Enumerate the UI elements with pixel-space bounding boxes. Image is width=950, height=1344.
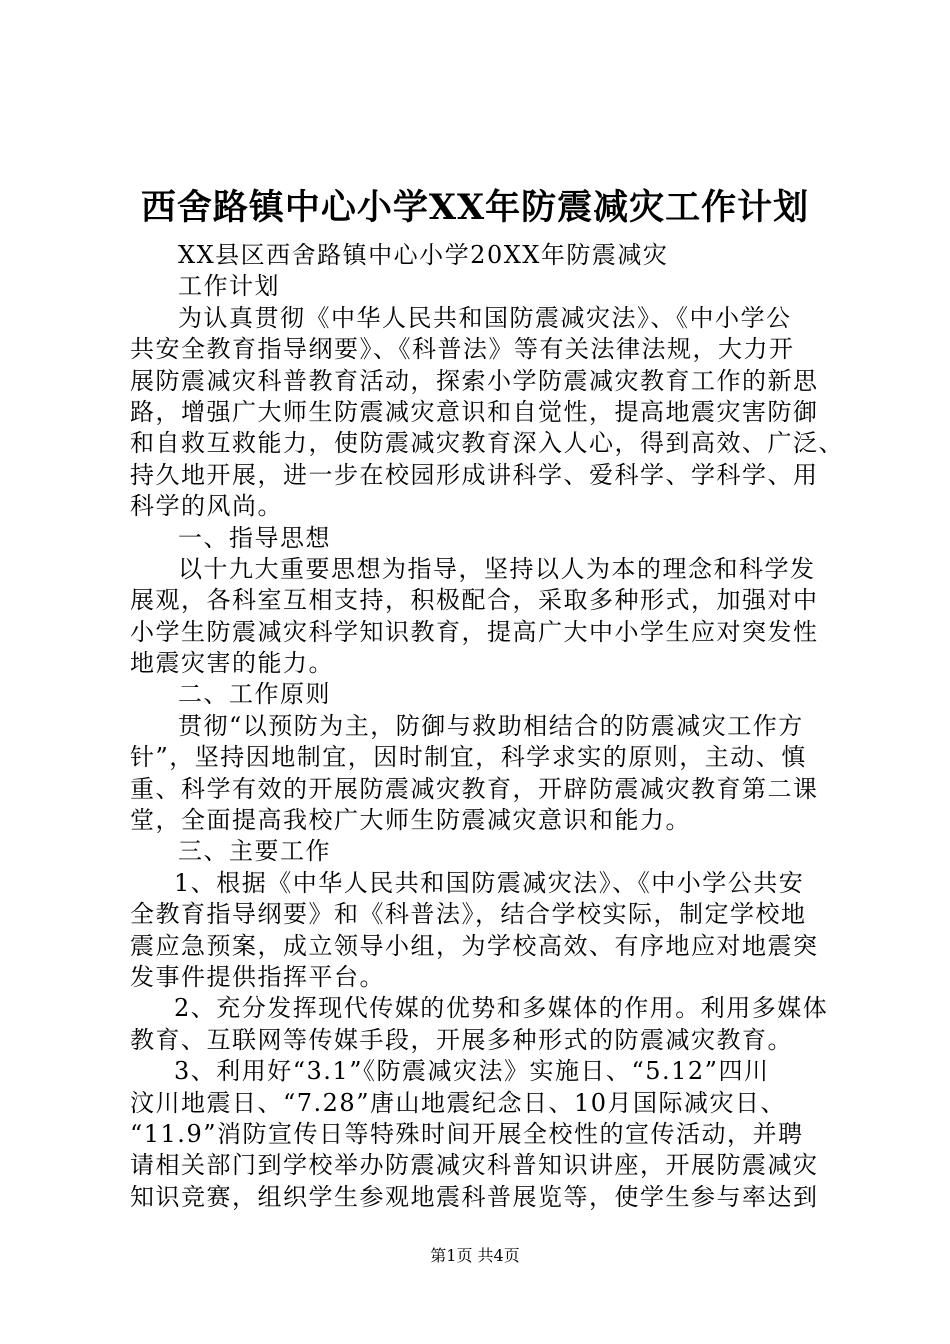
list-item-line: 全教育指导纲要》和《科普法》，结合学校实际，制定学校地 — [130, 900, 807, 929]
paragraph-line: 堂，全面提高我校广大师生防震减灾意识和能力。 — [130, 806, 691, 835]
list-item-line: 教育、互联网等传媒手段，开展多种形式的防震减灾教育。 — [130, 1025, 793, 1054]
list-item-line: “11.9”消防宣传日等特殊时间开展全校性的宣传活动，并聘 — [130, 1119, 804, 1148]
list-item-line: 1、根据《中华人民共和国防震减灾法》、《中小学公共安 — [174, 868, 805, 897]
paragraph-line: 以十九大重要思想为指导，坚持以人为本的理念和科学发 — [178, 554, 816, 583]
paragraph-line: 为认真贯彻《中华人民共和国防震减灾法》、《中小学公 — [178, 303, 792, 332]
list-item-line: 知识竞赛，组织学生参观地震科普展览等，使学生参与率达到 — [130, 1182, 819, 1211]
section-heading: 三、主要工作 — [178, 837, 331, 866]
list-item-line: 请相关部门到学校举办防震减灾科普知识讲座，开展防震减灾 — [130, 1151, 819, 1180]
subtitle-line: XX县区西舍路镇中心小学20XX年防震减灾 — [178, 241, 669, 269]
paragraph-line: 地震灾害的能力。 — [130, 649, 334, 678]
paragraph-line: 重、科学有效的开展防震减灾教育，开辟防震减灾教育第二课 — [130, 774, 819, 803]
paragraph-line: 小学生防震减灾科学知识教育，提高广大中小学生应对突发性 — [130, 617, 819, 646]
subtitle-line: 工作计划 — [178, 272, 280, 301]
paragraph-line: 科学的风尚。 — [130, 492, 283, 521]
list-item-line: 汶川地震日、“7.28”唐山地震纪念日、10月国际减灾日、 — [130, 1088, 787, 1117]
section-heading: 一、指导思想 — [178, 523, 331, 552]
paragraph-line: 针”，坚持因地制宜，因时制宜，科学求实的原则，主动、慎 — [130, 743, 807, 772]
document-title: 西舍路镇中心小学XX年防震减灾工作计划 — [140, 187, 810, 228]
paragraph-line: 和自救互救能力，使防震减灾教育深入人心，得到高效、广泛、 — [130, 429, 844, 458]
paragraph-line: 共安全教育指导纲要》、《科普法》等有关法律法规，大力开 — [130, 335, 795, 364]
section-heading: 二、工作原则 — [178, 680, 331, 709]
paragraph-line: 展观，各科室互相支持，积极配合，采取多种形式，加强对中 — [130, 586, 819, 615]
paragraph-line: 持久地开展，进一步在校园形成讲科学、爱科学、学科学、用 — [130, 460, 819, 489]
document-body — [130, 240, 844, 1213]
page-number: 第1页 共4页 — [430, 1246, 520, 1265]
list-item-line: 3、利用好“3.1”《防震减灾法》实施日、“5.12”四川 — [174, 1057, 770, 1086]
paragraph-line: 贯彻“以预防为主，防御与救助相结合的防震减灾工作方 — [178, 711, 804, 740]
list-item-line: 震应急预案，成立领导小组，为学校高效、有序地应对地震突 — [130, 931, 819, 960]
paragraph-line: 展防震减灾科普教育活动，探索小学防震减灾教育工作的新思 — [130, 366, 819, 395]
list-item-line: 2、充分发挥现代传媒的优势和多媒体的作用。利用多媒体 — [174, 994, 829, 1023]
paragraph-line: 路，增强广大师生防震减灾意识和自觉性，提高地震灾害防御 — [130, 397, 819, 426]
list-item-line: 发事件提供指挥平台。 — [130, 962, 385, 991]
